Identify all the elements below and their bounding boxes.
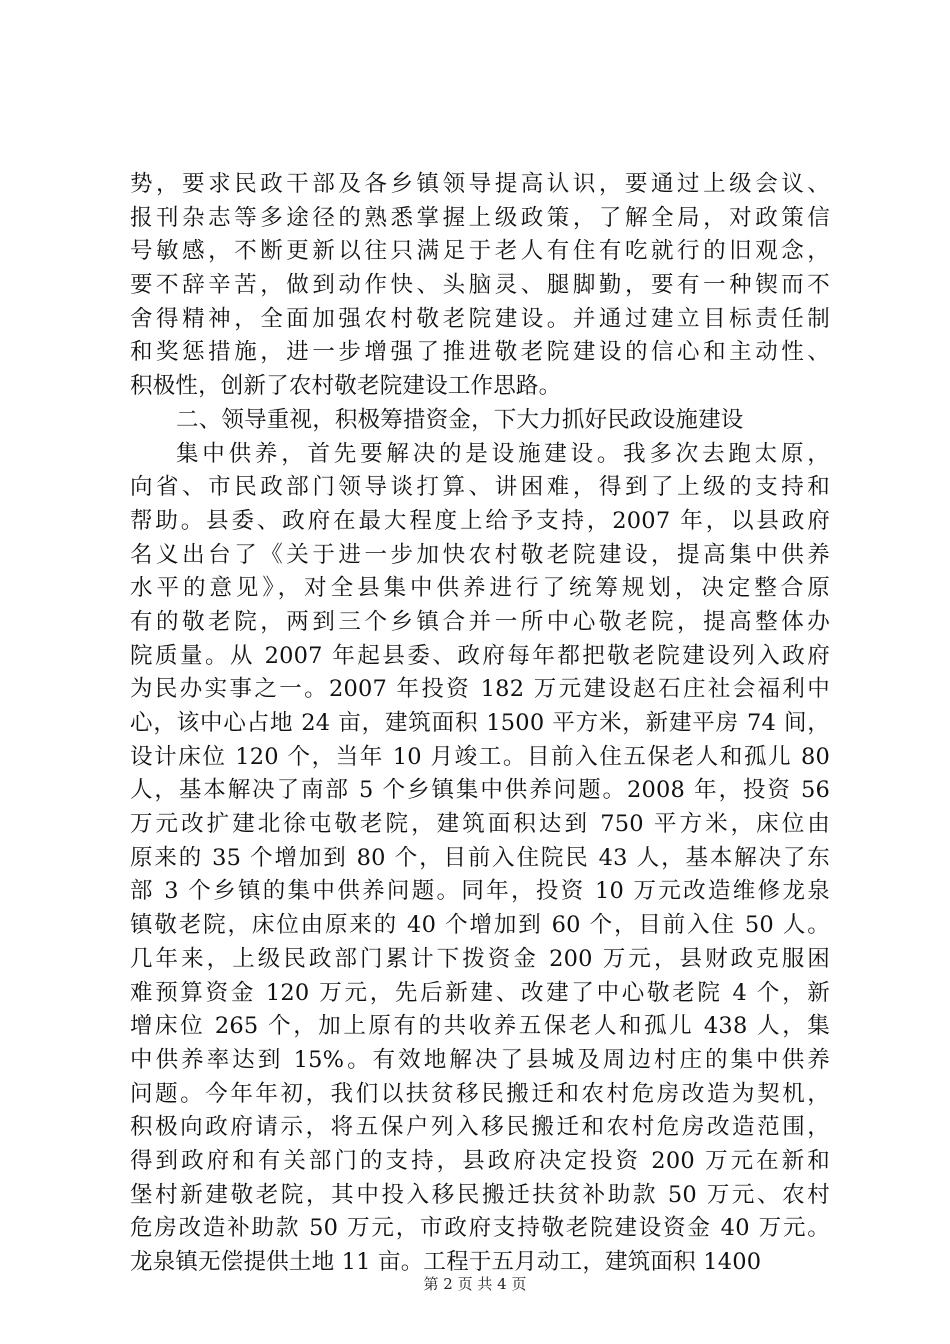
text-line: 帮助。县委、政府在最大程度上给予支持，2007 年，以县政府 — [130, 507, 830, 534]
text-line: 水平的意见》，对全县集中供养进行了统筹规划，决定整合原 — [130, 575, 830, 602]
text-line: 院质量。从 2007 年起县委、政府每年都把敬老院建设列入政府 — [130, 642, 830, 669]
text-line: 部 3 个乡镇的集中供养问题。同年，投资 10 万元改造维修龙泉 — [130, 878, 830, 905]
section-heading: 二、领导重视，积极筹措资金，下大力抓好民政设施建设 — [176, 406, 744, 433]
text-line: 心，该中心占地 24 亩，建筑面积 1500 平方米，新建平房 74 间， — [130, 710, 830, 736]
text-line: 势，要求民政干部及各乡镇领导提高认识，要通过上级会议、 — [130, 171, 830, 197]
text-line: 几年来，上级民政部门累计下拨资金 200 万元，县财政克服困 — [130, 945, 830, 972]
text-line: 中供养率达到 15%。有效地解决了县城及周边村庄的集中供养 — [130, 1046, 830, 1073]
text-line: 难预算资金 120 万元，先后新建、改建了中心敬老院 4 个，新 — [130, 979, 830, 1006]
text-line: 向省、市民政部门领导谈打算、讲困难，得到了上级的支持和 — [130, 474, 830, 501]
text-line: 舍得精神，全面加强农村敬老院建设。并通过建立目标责任制 — [130, 305, 830, 332]
text-line: 万元改扩建北徐屯敬老院，建筑面积达到 750 平方米，床位由 — [130, 811, 830, 838]
text-line: 增床位 265 个，加上原有的共收养五保老人和孤儿 438 人，集 — [130, 1013, 830, 1040]
text-line: 要不辞辛苦，做到动作快、头脑灵、腿脚勤，要有一种锲而不 — [130, 272, 830, 299]
text-line: 报刊杂志等多途径的熟悉掌握上级政策，了解全局，对政策信 — [130, 204, 830, 231]
text-line: 积极向政府请示，将五保户列入移民搬迁和农村危房改造范围， — [130, 1114, 830, 1141]
document-body — [130, 168, 830, 1280]
text-line: 人，基本解决了南部 5 个乡镇集中供养问题。2008 年，投资 56 — [130, 777, 830, 804]
text-line: 和奖惩措施，进一步增强了推进敬老院建设的信心和主动性、 — [130, 339, 830, 366]
text-line: 龙泉镇无偿提供土地 11 亩。工程于五月动工，建筑面积 1400 — [130, 1249, 762, 1275]
text-line: 问题。今年年初，我们以扶贫移民搬迁和农村危房改造为契机， — [130, 1080, 830, 1107]
text-line: 号敏感，不断更新以往只满足于老人有住有吃就行的旧观念， — [130, 238, 830, 265]
page-number-footer: 第 2 页 共 4 页 — [423, 1275, 527, 1293]
text-line: 堡村新建敬老院，其中投入移民搬迁扶贫补助款 50 万元、农村 — [130, 1181, 830, 1208]
text-line: 原来的 35 个增加到 80 个，目前入住院民 43 人，基本解决了东 — [130, 844, 830, 871]
text-line: 积极性，创新了农村敬老院建设工作思路。 — [130, 373, 562, 400]
text-line: 集中供养，首先要解决的是设施建设。我多次去跑太原， — [176, 440, 830, 467]
text-line: 设计床位 120 个，当年 10 月竣工。目前入住五保老人和孤儿 80 — [130, 743, 830, 770]
text-line: 名义出台了《关于进一步加快农村敬老院建设，提高集中供养 — [130, 541, 830, 568]
text-line: 为民办实事之一。2007 年投资 182 万元建设赵石庄社会福利中 — [130, 676, 830, 703]
text-line: 得到政府和有关部门的支持，县政府决定投资 200 万元在新和 — [130, 1147, 830, 1174]
text-line: 镇敬老院，床位由原来的 40 个增加到 60 个，目前入住 50 人。 — [130, 912, 830, 939]
text-line: 危房改造补助款 50 万元，市政府支持敬老院建设资金 40 万元。 — [130, 1215, 830, 1242]
text-line: 有的敬老院，两到三个乡镇合并一所中心敬老院，提高整体办 — [130, 608, 830, 635]
